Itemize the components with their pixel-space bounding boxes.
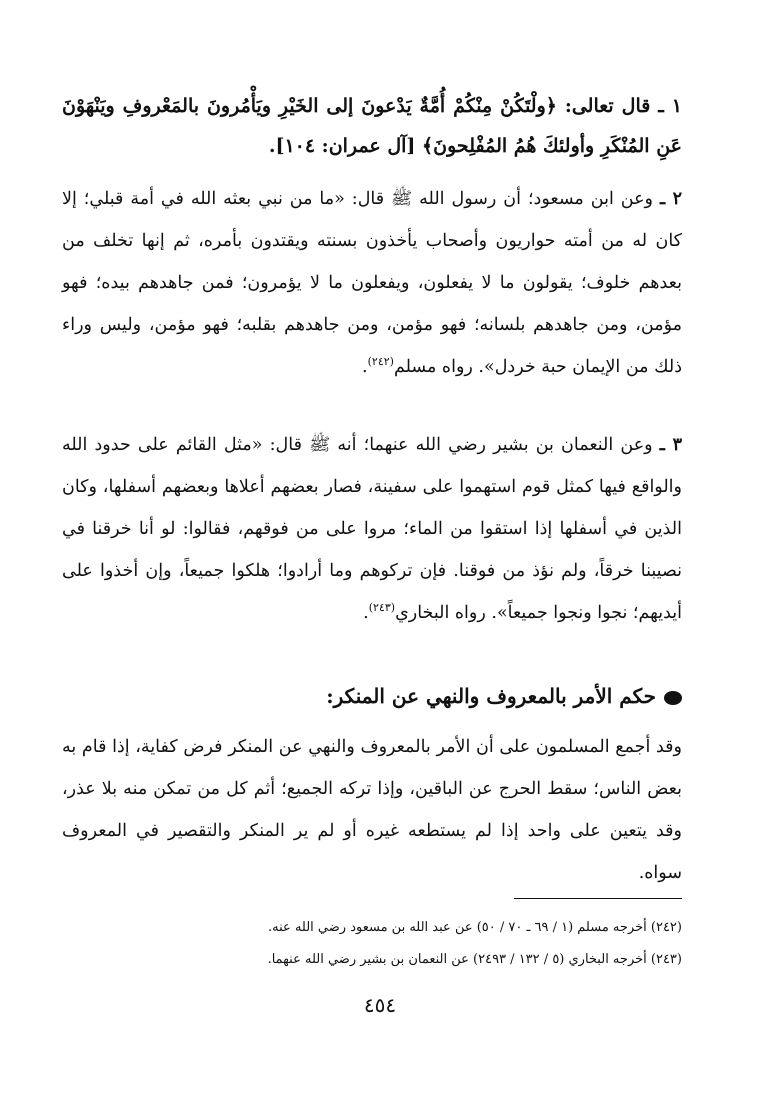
footnote-divider — [514, 898, 682, 899]
footnote: (٢٤٢) أخرجه مسلم (١ / ٦٩ ـ ٧٠ / ٥٠) عن عبد الله بن مسعود رضي الله عنه. — [268, 920, 682, 935]
footnote: (٢٤٣) أخرجه البخاري (٥ / ١٣٢ / ٢٤٩٣) عن النعمان بن بشير رضي الله عنهما. — [267, 952, 682, 967]
hadith-text: وعن ابن مسعود؛ أن رسول الله ﷺ قال: «ما من نبي بعثه الله في أمة قبلي؛ إلا كان له من أمته حواريون وأصحاب يأخذون بسنته ويقتدون بأمره، ثم إنها تخلف من بعدهم خلوف؛ يقولون ما لا يفعلون، ويفعلون ما لا يؤمرون؛ فمن جاهدهم بيده؛ فهو مؤمن، ومن جاهدهم بلسانه؛ فهو مؤمن، ومن جاهدهم بقلبه؛ فهو مؤمن، وليس وراء ذلك من الإيمان حبة خردل». رواه مسلم — [62, 189, 682, 377]
item-number: ١ ـ — [658, 95, 683, 117]
end-period: . — [363, 603, 369, 623]
end-period: . — [362, 357, 368, 377]
item-number: ٣ ـ — [659, 435, 682, 455]
item-number: ٢ ـ — [659, 189, 682, 209]
ruling-paragraph: وقد أجمع المسلمون على أن الأمر بالمعروف والنهي عن المنكر فرض كفاية، إذا قام به بعض الناس؛ سقط الحرج عن الباقين، وإذا تركه الجميع؛ أثم كل من تمكن منه بلا عذر، وقد يتعين على واحد إذا لم يستطعه غيره أو لم ير المنكر والتقصير في المعروف سواه. — [62, 737, 682, 883]
bullet-icon — [664, 691, 682, 705]
section-heading — [62, 676, 682, 716]
hadith-text: وعن النعمان بن بشير رضي الله عنهما؛ أنه ﷺ قال: «مثل القائم على حدود الله والواقع فيها كمثل قوم استهموا على سفينة، فصار بعضهم أعلاها وبعضهم أسفلها، وكان الذين في أسفلها إذا استقوا من الماء؛ مروا على من فوقهم، فقالوا: لو أنا خرقنا في نصيبنا خرقاً، ولم نؤذ من فوقنا. فإن تركوهم وما أرادوا؛ هلكوا جميعاً، وإن أخذوا على أيديهم؛ نجوا ونجوا جميعاً». رواه البخاري — [62, 435, 682, 623]
section-heading-text: حكم الأمر بالمعروف والنهي عن المنكر: — [326, 684, 656, 708]
hadith-paragraph-ibn-masud — [62, 178, 682, 388]
verse-text: قال تعالى: ﴿ولْتَكُنْ مِنْكُمْ أُمَّةٌ يَدْعونَ إلى الخَيْرِ ويَأْمُرونَ بالمَعْروفِ ويَنْهَوْنَ عَنِ المُنْكَرِ وأولئكَ هُمُ المُفْلِحونَ﴾ [آل عمران: ١٠٤]. — [62, 95, 682, 157]
footnote-reference: (٢٤٢) — [367, 355, 394, 369]
footnotes — [62, 912, 682, 976]
footnote-reference: (٢٤٣) — [368, 601, 396, 615]
page-number: ٤٥٤ — [363, 993, 397, 1017]
verse-paragraph — [62, 86, 682, 166]
hadith-paragraph-numan — [62, 424, 682, 634]
